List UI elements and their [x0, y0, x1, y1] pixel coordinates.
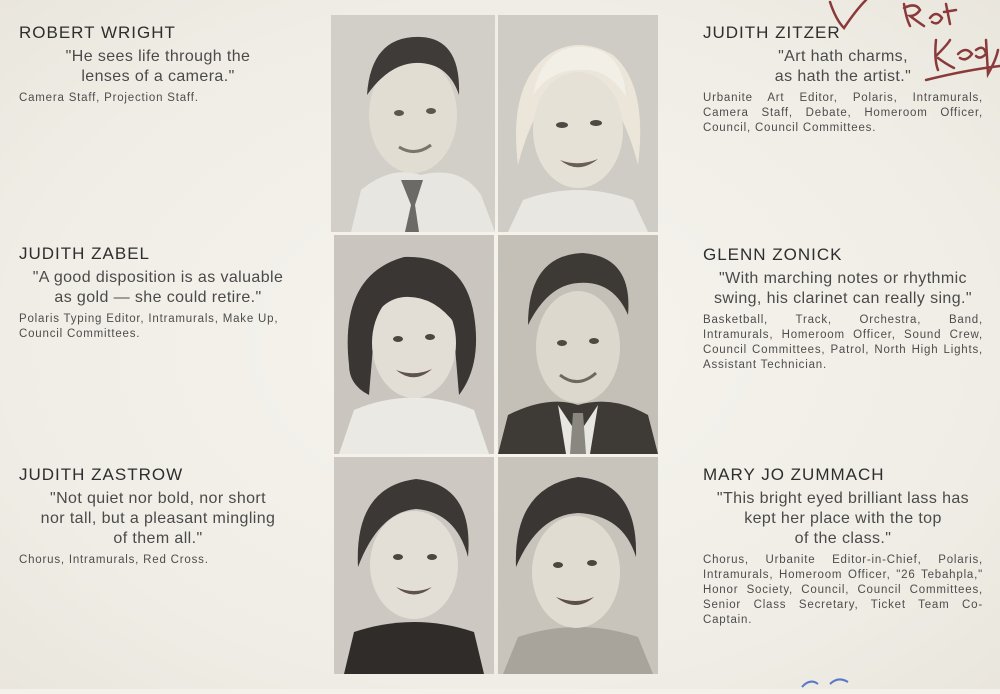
- student-entry-glenn-zonick: [703, 245, 983, 373]
- quote-line: lenses of a camera.": [81, 68, 235, 85]
- quote-line: as gold — she could retire.": [54, 289, 262, 306]
- portrait-photo-mary-jo-zummach: [498, 457, 658, 674]
- student-activities: Chorus, Intramurals, Red Cross.: [19, 554, 209, 566]
- portrait-photo-judith-zabel: [334, 235, 494, 454]
- quote-line: of the class.": [794, 530, 892, 547]
- quote-line: as hath the artist.": [774, 68, 912, 85]
- quote-line: of them all.": [113, 530, 203, 547]
- quote-line: "A good disposition is as valuable: [32, 269, 284, 286]
- student-name: JUDITH ZITZER: [703, 23, 841, 42]
- handwritten-signature: [826, 0, 1000, 100]
- quote-line: "With marching notes or rhythmic: [719, 270, 967, 287]
- student-quote: [19, 489, 297, 549]
- student-name: JUDITH ZASTROW: [19, 465, 184, 484]
- student-name: JUDITH ZABEL: [19, 244, 151, 263]
- student-quote: [703, 489, 983, 549]
- quote-line: nor tall, but a pleasant mingling: [40, 510, 276, 527]
- student-activities: Camera Staff, Projection Staff.: [19, 92, 199, 104]
- portrait-photo-glenn-zonick: [498, 235, 658, 454]
- quote-line: "This bright eyed brilliant lass has: [716, 490, 970, 507]
- student-activities: Urbanite Art Editor, Polaris, Intramurals, Camera Staff, Debate, Homeroom Officer, Council, Council Committees.: [703, 92, 983, 134]
- student-quote: [19, 47, 297, 87]
- pen-mark: [800, 672, 860, 694]
- student-quote: [703, 269, 983, 309]
- student-entry-judith-zabel: [19, 244, 297, 342]
- student-entry-mary-jo-zummach: [703, 465, 983, 628]
- quote-line: swing, his clarinet can really sing.": [714, 290, 972, 307]
- quote-line: "Art hath charms,: [778, 48, 908, 65]
- portrait-photo-judith-zitzer: [498, 15, 658, 232]
- student-activities: Polaris Typing Editor, Intramurals, Make Up, Council Committees.: [19, 313, 279, 340]
- student-entry-judith-zastrow: [19, 465, 297, 568]
- student-name: MARY JO ZUMMACH: [703, 465, 885, 484]
- student-activities: Chorus, Urbanite Editor-in-Chief, Polaris, Intramurals, Homeroom Officer, "26 Tebahpla," Honor Society, Council, Council Committees, Senior Class Secretary, Ticket Team Co-Captain.: [703, 554, 983, 626]
- student-activities: Basketball, Track, Orchestra, Band, Intramurals, Homeroom Officer, Sound Crew, Council Committees, Patrol, North High Lights, Assistant Technician.: [703, 314, 983, 371]
- student-entry-robert-wright: [19, 23, 297, 106]
- student-name: GLENN ZONICK: [703, 245, 843, 264]
- quote-line: "He sees life through the: [65, 48, 251, 65]
- quote-line: kept her place with the top: [744, 510, 942, 527]
- quote-line: "Not quiet nor bold, nor short: [49, 490, 266, 507]
- portrait-photo-robert-wright: [331, 15, 495, 232]
- student-quote: [19, 268, 297, 308]
- student-name: ROBERT WRIGHT: [19, 23, 176, 42]
- portrait-photo-judith-zastrow: [334, 457, 494, 674]
